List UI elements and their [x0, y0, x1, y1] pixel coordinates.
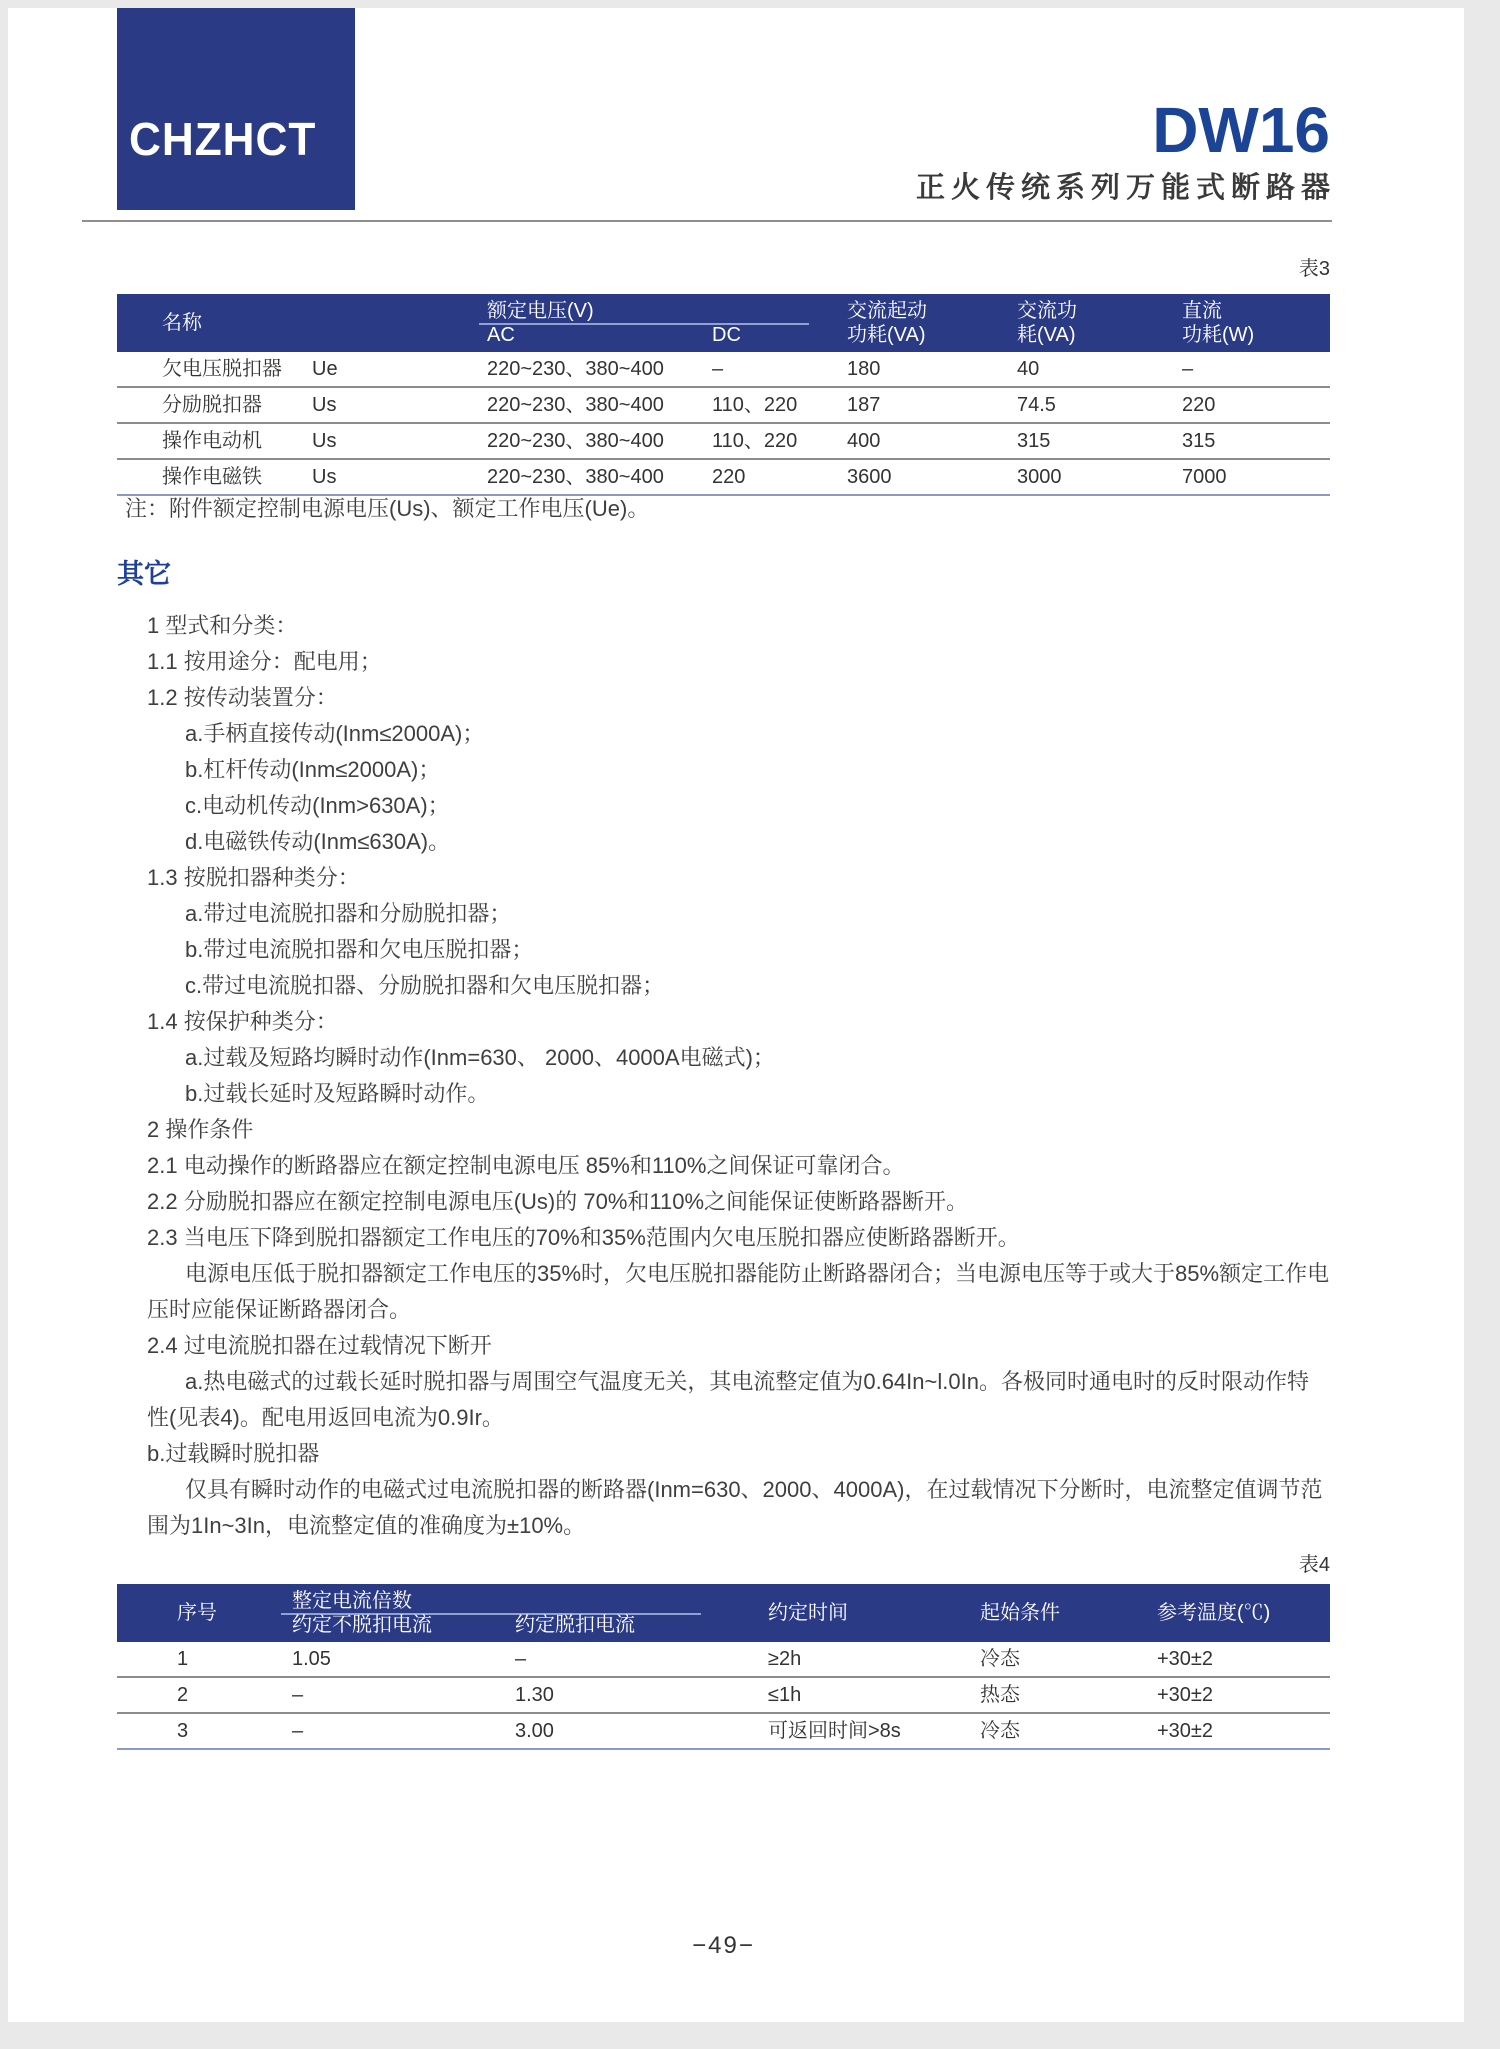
- body-line: 2.4 过电流脱扣器在过载情况下断开: [147, 1333, 492, 1358]
- table3-row-cell: Us: [312, 466, 337, 488]
- table4-row-cell: ≥2h: [768, 1648, 802, 1670]
- table4-row-cell: –: [292, 1720, 304, 1742]
- table3-row-cell: 315: [1017, 430, 1051, 452]
- table3-row-cell: 3000: [1017, 466, 1062, 488]
- col-ac-start-line2: 功耗(VA): [847, 324, 926, 346]
- table3-row-cell: 187: [847, 394, 881, 416]
- series-subtitle: 正火传统系列万能式断路器: [915, 172, 1336, 204]
- body-line: 仅具有瞬时动作的电磁式过电流脱扣器的断路器(Inm=630、2000、4000A)，在过载情况下分断时，电流整定值调节范围为1In~3In，电流整定值的准确度为±10%。: [147, 1477, 1323, 1538]
- body-line: 1.4 按保护种类分：: [147, 1009, 338, 1034]
- table4-row-cell: 冷态: [980, 1648, 1020, 1670]
- body-line: 1 型式和分类：: [147, 613, 298, 638]
- table3-note: 注：附件额定控制电源电压(Us)、额定工作电压(Ue)。: [125, 496, 650, 521]
- table4-row-cell: –: [515, 1648, 527, 1670]
- col-dc-power-line2: 功耗(W): [1182, 324, 1255, 346]
- table3-row-cell: 操作电动机: [162, 430, 262, 452]
- col-rated-voltage: 额定电压(V): [487, 300, 594, 322]
- body-line: b.带过电流脱扣器和欠电压脱扣器；: [185, 937, 534, 962]
- table3-row-cell: 分励脱扣器: [162, 394, 262, 416]
- table3-row: [117, 424, 1330, 460]
- table4-row-cell: 1.30: [515, 1684, 554, 1706]
- col-start-condition: 起始条件: [980, 1602, 1060, 1624]
- body-line: c.带过电流脱扣器、分励脱扣器和欠电压脱扣器；: [185, 973, 665, 998]
- body-line: 电源电压低于脱扣器额定工作电压的35%时，欠电压脱扣器能防止断路器闭合；当电源电压等于或大于85%额定工作电压时应能保证断路器闭合。: [147, 1261, 1330, 1322]
- table4-row-cell: 3: [177, 1720, 189, 1742]
- table3-row-cell: 110、220: [712, 394, 798, 416]
- table3-body: [117, 352, 1330, 496]
- col-ac-power-line1: 交流功: [1017, 300, 1077, 322]
- header-divider: [82, 220, 1332, 222]
- voltage-group-underline: [479, 323, 809, 325]
- body-line: 1.3 按脱扣器种类分：: [147, 865, 360, 890]
- col-current-multiple: 整定电流倍数: [292, 1590, 412, 1612]
- model-title: DW16: [1152, 94, 1330, 166]
- body-line: c.电动机传动(Inm>630A)；: [185, 793, 450, 818]
- table3-row: [117, 352, 1330, 388]
- body-line: 1.2 按传动装置分：: [147, 685, 338, 710]
- table4-row: [117, 1678, 1330, 1714]
- body-line: a.手柄直接传动(Inm≤2000A)；: [185, 721, 485, 746]
- table4-row: [117, 1642, 1330, 1678]
- col-dc-power-line1: 直流: [1182, 300, 1222, 322]
- table3-row-cell: 110、220: [712, 430, 798, 452]
- table3-row-cell: 7000: [1182, 466, 1227, 488]
- table3-row-cell: Us: [312, 394, 337, 416]
- col-dc: DC: [712, 324, 741, 346]
- body-line: 2.1 电动操作的断路器应在额定控制电源电压 85%和110%之间保证可靠闭合。: [147, 1153, 905, 1178]
- body-line: 2 操作条件: [147, 1117, 254, 1142]
- table4-row-cell: 可返回时间>8s: [768, 1720, 901, 1742]
- table3-row-cell: 220: [1182, 394, 1216, 416]
- table4-row-cell: +30±2: [1157, 1720, 1214, 1742]
- table4: [117, 1584, 1330, 1750]
- table3-row-cell: 欠电压脱扣器: [162, 358, 282, 380]
- col-agreed-time: 约定时间: [768, 1602, 848, 1624]
- section-body: [117, 608, 1330, 1544]
- table4-header: [117, 1584, 1330, 1642]
- table3-row-cell: Ue: [312, 358, 338, 380]
- col-ac-start-line1: 交流起动: [847, 300, 927, 322]
- body-line: a.热电磁式的过载长延时脱扣器与周围空气温度无关，其电流整定值为0.64In~l.0In。各极同时通电时的反时限动作特性(见表4)。配电用返回电流为0.9Ir。: [147, 1369, 1309, 1430]
- body-line: a.过载及短路均瞬时动作(Inm=630、 2000、4000A电磁式)；: [185, 1045, 775, 1070]
- table3-row-cell: Us: [312, 430, 337, 452]
- table3-row-cell: 220~230、380~400: [487, 394, 664, 416]
- product-brand: [915, 94, 1336, 204]
- table4-row-cell: 热态: [980, 1684, 1020, 1706]
- table4-row-cell: 冷态: [980, 1720, 1020, 1742]
- table3-row-cell: 3600: [847, 466, 892, 488]
- body-line: b.过载瞬时脱扣器: [147, 1441, 320, 1466]
- col-name: 名称: [162, 312, 202, 334]
- col-trip-current: 约定脱扣电流: [515, 1614, 635, 1636]
- table3-row-cell: –: [1182, 358, 1194, 380]
- table3-row: [117, 460, 1330, 494]
- table3-row-cell: 220~230、380~400: [487, 358, 664, 380]
- table3-row-cell: 40: [1017, 358, 1040, 380]
- body-line: d.电磁铁传动(Inm≤630A)。: [185, 829, 451, 854]
- table3-row: [117, 388, 1330, 424]
- col-ac-power-line2: 耗(VA): [1017, 324, 1076, 346]
- table3-row-cell: 74.5: [1017, 394, 1056, 416]
- body-line: 2.2 分励脱扣器应在额定控制电源电压(Us)的 70%和110%之间能保证使断路器断开。: [147, 1189, 969, 1214]
- body-line: b.过载长延时及短路瞬时动作。: [185, 1081, 490, 1106]
- body-line: 1.1 按用途分：配电用；: [147, 649, 382, 674]
- table4-row-cell: 2: [177, 1684, 189, 1706]
- table4-row-cell: 1: [177, 1648, 189, 1670]
- section-title: 其它: [117, 559, 171, 589]
- body-line: 2.3 当电压下降到脱扣器额定工作电压的70%和35%范围内欠电压脱扣器应使断路器断开。: [147, 1225, 1020, 1250]
- table4-body: [117, 1642, 1330, 1750]
- body-line: b.杠杆传动(Inm≤2000A)；: [185, 757, 441, 782]
- table4-row-cell: –: [292, 1684, 304, 1706]
- table4-row: [117, 1714, 1330, 1748]
- table3-row-cell: 180: [847, 358, 881, 380]
- col-no: 序号: [177, 1602, 217, 1624]
- table4-label: 表4: [1298, 1554, 1330, 1576]
- table3-row-cell: –: [712, 358, 724, 380]
- col-ref-temperature: 参考温度(℃): [1157, 1602, 1271, 1624]
- col-ac: AC: [487, 324, 515, 346]
- table4-row-cell: 1.05: [292, 1648, 331, 1670]
- logo-text: CHZHCT: [129, 113, 317, 165]
- table4-row-cell: 3.00: [515, 1720, 554, 1742]
- table3: [117, 294, 1330, 496]
- col-no-trip-current: 约定不脱扣电流: [292, 1614, 432, 1636]
- table4-row-cell: ≤1h: [768, 1684, 802, 1706]
- table3-row-cell: 220~230、380~400: [487, 430, 664, 452]
- table4-row-cell: +30±2: [1157, 1648, 1214, 1670]
- table3-row-cell: 220~230、380~400: [487, 466, 664, 488]
- table3-row-cell: 400: [847, 430, 881, 452]
- table3-row-cell: 315: [1182, 430, 1216, 452]
- body-line: a.带过电流脱扣器和分励脱扣器；: [185, 901, 512, 926]
- brand-logo: [117, 8, 355, 210]
- table3-row-cell: 220: [712, 466, 746, 488]
- table3-header: [117, 294, 1330, 352]
- table4-row-cell: +30±2: [1157, 1684, 1214, 1706]
- table3-label: 表3: [1298, 258, 1330, 280]
- table3-row-cell: 操作电磁铁: [162, 466, 262, 488]
- page-number: −49−: [692, 1932, 755, 1959]
